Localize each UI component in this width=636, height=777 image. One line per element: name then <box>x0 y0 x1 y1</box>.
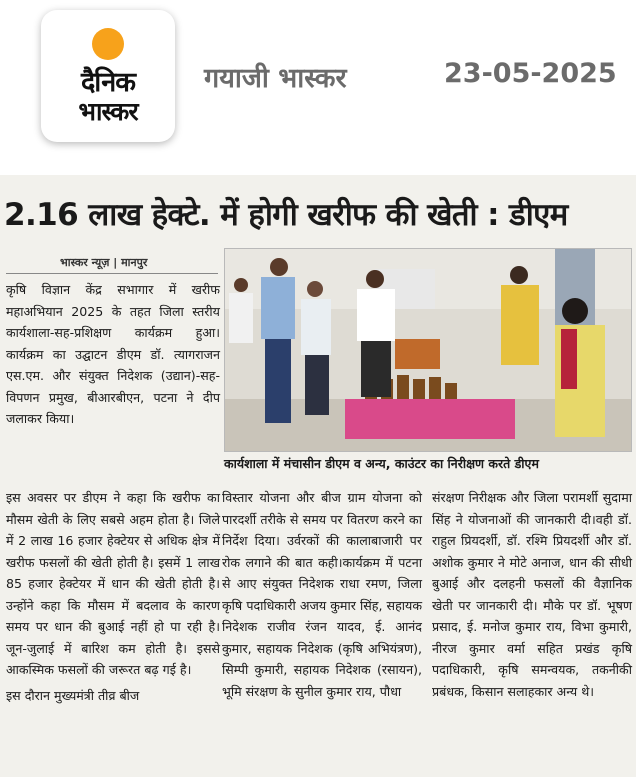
article-paragraph-intro: कृषि विज्ञान केंद्र सभागार में खरीफ महाअभियान 2025 के तहत जिला स्तरीय कार्यशाला-सह-प्रशिक्षण कार्यक्रम हुआ। कार्यक्रम का उद्घाटन डीएम डॉ. त्यागराजन एस.एम. और संयुक्त निदेशक (उद्यान)-सह-विपणन प्रमुख, बीआरबीएन, पटना ने दीप जलाकर किया। <box>6 282 220 426</box>
logo-sun-icon <box>92 28 124 60</box>
byline-divider <box>6 273 218 274</box>
logo-text-line1: दैनिक <box>80 67 136 98</box>
photo-caption: कार्यशाला में मंचासीन डीएम व अन्य, काउंटर का निरीक्षण करते डीएम <box>224 456 539 471</box>
article-paragraph-continued: इस दौरान मुख्यमंत्री तीव्र बीज <box>6 687 140 703</box>
page-header <box>0 0 636 165</box>
publication-date: 23-05-2025 <box>444 58 617 89</box>
article-paragraph-officials: विस्तार योजना और बीज ग्राम योजना को पारदर्शी तरीके से समय पर वितरण करने का निर्देश दिया। उर्वरकों की कालाबाजारी पर रोक लगाने की बात कही।कार्यक्रम में पटना से आए संयुक्त निदेशक राधा रमण, जिला कृषि पदाधिकारी अजय कुमार सिंह, सहायक निदेशक राजीव रंजन यादव, ई. आनंद कुमार, सहायक निदेशक (कृषि अभियंत्रण), सिम्पी कुमारी, सहायक निदेशक (रसायन), भूमि संरक्षण के सुनील कुमार राय, पौधा <box>222 490 422 699</box>
edition-name: गयाजी भास्कर <box>204 63 347 94</box>
article-photo <box>224 248 632 452</box>
article-byline: भास्कर न्यूज़ | मानपुर <box>60 256 148 269</box>
article-paragraph-experts: संरक्षण निरीक्षक और जिला परामर्शी सुदामा सिंह ने योजनाओं की जानकारी दी।वही डॉ. राहुल प्रियदर्शी, डॉ. रश्मि प्रियदर्शी और डॉ. अशोक कुमार ने मोटे अनाज, धान की सीधी बुआई और दलहनी फसलों की वैज्ञानिक खेती पर जानकारी दी। मौके पर डॉ. भूषण प्रसाद, ई. मनोज कुमार राय, विभा कुमारी, नीरज कुमार वर्मा सहित प्रखंड कृषि पदाधिकारी, कृषि समन्वयक, तकनीकी प्रबंधक, किसान सलाहकार अन्य थे। <box>432 490 632 699</box>
article-paragraph-dm-statement: इस अवसर पर डीएम ने कहा कि खरीफ का मौसम खेती के लिए सबसे अहम होता है। जिले में 2 लाख 16 हजार हेक्टेयर से अधिक क्षेत्र में खरीफ फसलों की खेती होती है। इसमें 1 लाख 85 हजार हेक्टेयर में धान की खेती होती है। उन्होंने कहा कि मौसम में बदलाव के कारण समय पर धान की बुआई नहीं हो पा रही है। जून-जुलाई में बारिश कम होती है। इससे आकस्मिक फसलों की जरूरत बढ़ गई है। <box>6 490 220 677</box>
article-column-1-bottom <box>6 487 220 710</box>
logo-text-line2: भास्कर <box>78 97 138 126</box>
article-column-2 <box>222 487 422 706</box>
article-column-1-top <box>6 279 220 434</box>
dainik-bhaskar-logo <box>41 10 175 142</box>
article-column-3 <box>432 487 632 706</box>
article-headline: 2.16 लाख हेक्टे. में होगी खरीफ की खेती : डीएम <box>4 197 568 233</box>
newspaper-clipping <box>0 175 636 777</box>
